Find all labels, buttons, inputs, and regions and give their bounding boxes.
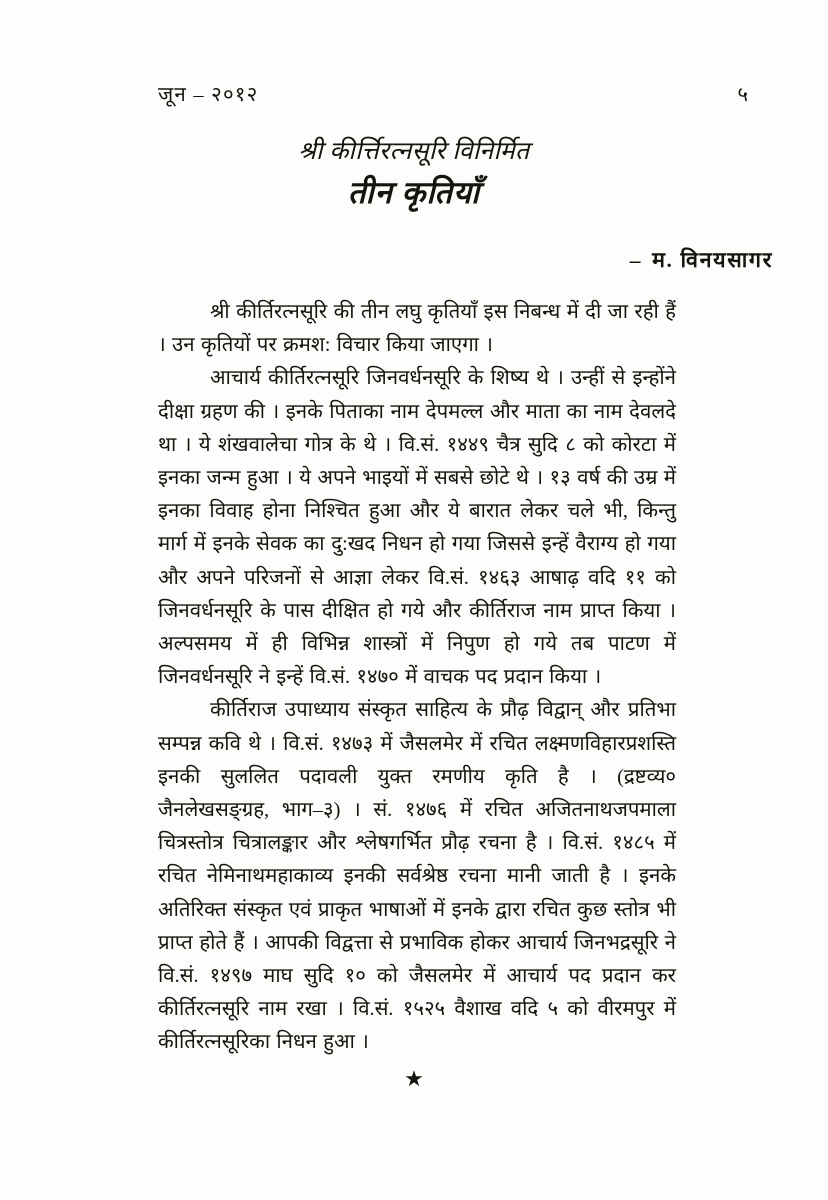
header-date: जून – २०१२ xyxy=(158,84,259,106)
title-superline: श्री कीर्त्तिरत्नसूरि विनिर्मित xyxy=(298,138,530,165)
author-byline xyxy=(630,245,773,274)
byline-dash: – xyxy=(629,248,643,272)
star-ornament: ★ xyxy=(404,1066,424,1091)
page-title: तीन कृतियाँ xyxy=(347,175,481,210)
body-paragraph: कीर्तिराज उपाध्याय संस्कृत साहित्य के प्रौढ़ विद्वान् और प्रतिभा सम्पन्न कवि थे । वि.सं. १४७३ में जैसलमेर में रचित लक्ष्मणविहारप्रशस्ति इनकी सुललित पदावली युक्त रमणीय कृति है । (द्रष्टव्य० जैनलेखसङ्ग्रह, भाग–३) । सं. १४७६ में रचित अजितनाथजपमाला चित्रस्तोत्र चित्रालङ्कार और श्लेषगर्भित प्रौढ़ रचना है । वि.सं. १४८५ में रचित नेमिनाथमहाकाव्य इनकी सर्वश्रेष्ठ रचना मानी जाती है । इनके अतिरिक्त संस्कृत एवं प्राकृत भाषाओं में इनके द्वारा रचित कुछ स्तोत्र भी प्राप्त होते हैं । आपकी विद्वत्ता से प्रभाविक होकर आचार्य जिनभद्रसूरि ने वि.सं. १४९७ माघ सुदि १० को जैसलमेर में आचार्य पद प्रदान कर कीर्तिरत्नसूरि नाम रखा । वि.सं. १५२५ वैशाख वदि ५ को वीरमपुर में कीर्तिरत्नसूरिका निधन हुआ । xyxy=(158,699,676,1054)
body-text xyxy=(158,296,676,1060)
title-block xyxy=(0,136,828,213)
body-paragraph: आचार्य कीर्तिरत्नसूरि जिनवर्धनसूरि के शिष्य थे । उन्हीं से इन्होंने दीक्षा ग्रहण की । इनके पिताका नाम देपमल्ल और माता का नाम देवलदे था । ये शंखवालेचा गोत्र के थे । वि.सं. १४४९ चैत्र सुदि ८ को कोरटा में इनका जन्म हुआ । ये अपने भाइयों में सबसे छोटे थे । १३ वर्ष की उम्र में इनका विवाह होना निश्चित हुआ और ये बारात लेकर चले भी, किन्तु मार्ग में इनके सेवक का दु:खद निधन हो गया जिससे इन्हें वैराग्य हो गया और अपने परिजनों से आज्ञा लेकर वि.सं. १४६३ आषाढ़ वदि ११ को जिनवर्धनसूरि के पास दीक्षित हो गये और कीर्तिराज नाम प्राप्त किया । अल्पसमय में ही विभिन्न शास्त्रों में निपुण हो गये तब पाटण में जिनवर्धनसूरि ने इन्हें वि.सं. १४७० में वाचक पद प्रदान किया । xyxy=(158,367,676,689)
header-page-number: ५ xyxy=(737,84,748,106)
body-paragraph: श्री कीर्तिरत्नसूरि की तीन लघु कृतियाँ इस निबन्ध में दी जा रही हैं । उन कृतियों पर क्रमश: विचार किया जाएगा । xyxy=(158,301,676,357)
author-name: म. विनयसागर xyxy=(652,248,773,272)
running-header xyxy=(158,80,748,114)
